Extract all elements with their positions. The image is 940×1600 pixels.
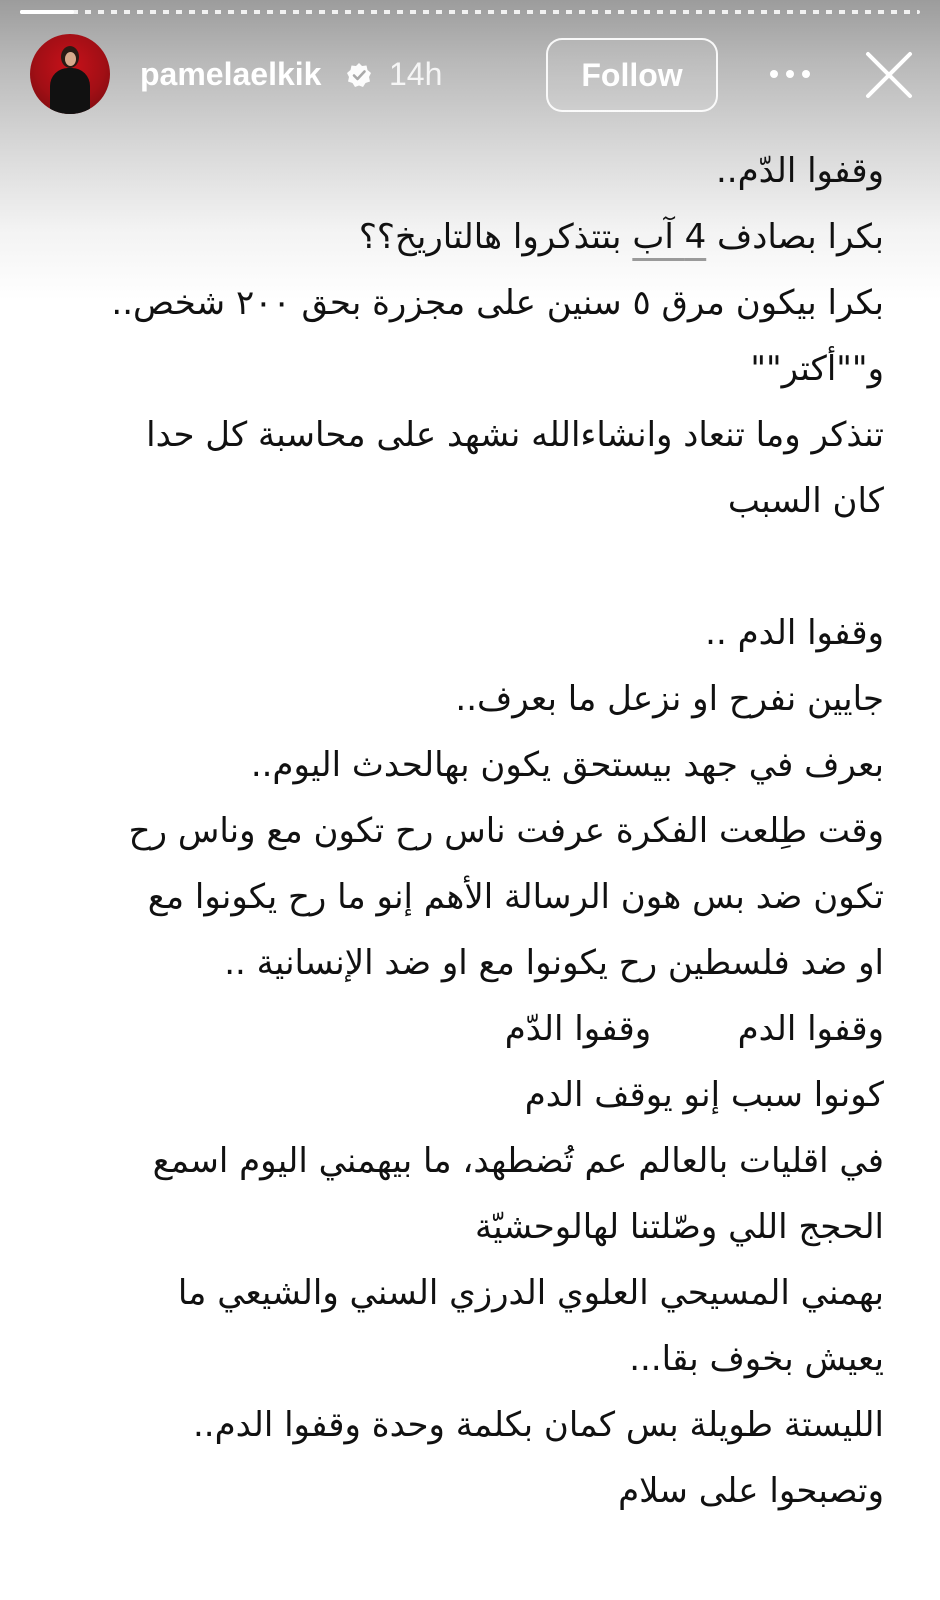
story-text-line: او ضد فلسطين رح يكونوا مع او ضد الإنسانية ..: [224, 943, 884, 983]
avatar[interactable]: [30, 34, 110, 114]
date-mention[interactable]: 4 آب: [632, 217, 707, 257]
story-progress-fill: [20, 10, 74, 14]
story-header: [0, 34, 940, 116]
story-text-blank-line: [90, 534, 884, 600]
story-text-line: تكون ضد بس هون الرسالة الأهم إنو ما رح يكونوا مع: [147, 877, 884, 917]
username[interactable]: pamelaelkik: [140, 56, 322, 92]
more-horizontal-icon[interactable]: [768, 64, 812, 84]
story-progress-bar: [20, 10, 920, 14]
story-text-line: في اقليات بالعالم عم تُضطهد، ما بيهمني اليوم اسمع: [152, 1141, 884, 1181]
story-text-line: الحجج اللي وصّلتنا لهالوحشيّة: [474, 1207, 884, 1247]
story-text-line: جايين نفرح او نزعل ما بعرف..: [455, 679, 884, 719]
story-text-line: بهمني المسيحي العلوي الدرزي السني والشيعي ما: [177, 1273, 884, 1313]
story-text-line: بكرا بصادف 4 آب بتتذكروا هالتاريخ؟؟: [358, 217, 884, 257]
story-text-line: وقت طِلعت الفكرة عرفت ناس رح تكون مع وناس رح: [128, 811, 884, 851]
verified-badge-icon: [346, 62, 372, 88]
follow-button[interactable]: Follow: [546, 38, 718, 112]
post-time: 14h: [389, 56, 443, 92]
story-text: [90, 138, 884, 1524]
story-text-line: الليستة طويلة بس كمان بكلمة وحدة وقفوا الدم..: [192, 1405, 884, 1445]
story-text-line: يعيش بخوف بقا...: [629, 1339, 884, 1379]
story-text-line: وقفوا الدم وقفوا الدّم: [504, 1009, 884, 1049]
story-text-line: بعرف في جهد بيستحق يكون بهالحدث اليوم..: [250, 745, 884, 785]
story-text-line: بكرا بيكون مرق ٥ سنين على مجزرة بحق ٢٠٠ شخص..: [111, 283, 884, 323]
story-text-line: و""أكتر"": [750, 349, 884, 389]
story-text-line: وقفوا الدّم..: [715, 151, 884, 191]
story-text-line: تنذكر وما تنعاد وانشاءالله نشهد على محاسبة كل حدا: [146, 415, 884, 455]
story-text-line: كونوا سبب إنو يوقف الدم: [524, 1075, 884, 1115]
story-text-line: وتصبحوا على سلام: [618, 1471, 884, 1511]
close-icon[interactable]: [864, 50, 914, 100]
story-text-line: كان السبب: [727, 481, 884, 521]
story-text-line: وقفوا الدم ..: [705, 613, 884, 653]
